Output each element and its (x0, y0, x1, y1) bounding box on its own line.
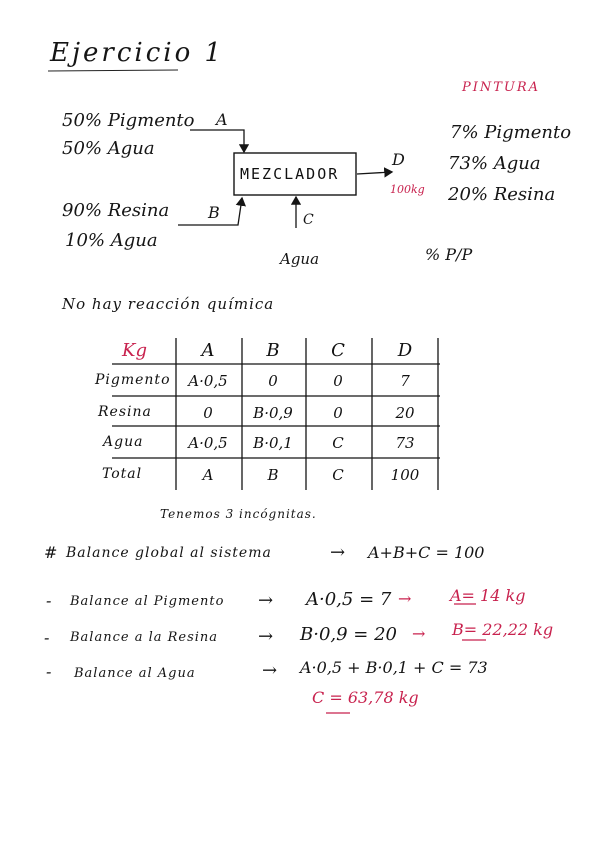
balance-label: Balance al Agua (74, 666, 196, 681)
stream-a-line1: 50% Pigmento (62, 110, 195, 131)
balance-arrow: → (330, 542, 346, 563)
product-line1: 7% Pigmento (450, 122, 572, 143)
table-cell: 0 (268, 372, 278, 390)
stream-d-label: D (392, 150, 405, 169)
table-header-c: C (331, 340, 345, 361)
unknowns-note: Tenemos 3 incógnitas. (160, 507, 317, 521)
table-cell: 20 (395, 404, 415, 422)
stream-d-arrow (357, 172, 392, 174)
balance-equation: A+B+C = 100 (368, 543, 485, 562)
product-title: PINTURA (462, 80, 541, 95)
stream-b-line1: 90% Resina (62, 200, 170, 221)
stream-b-label: B (208, 203, 220, 222)
balance-prefix: # (44, 543, 58, 562)
stream-a-label: A (216, 110, 228, 129)
table-cell: C (332, 434, 344, 452)
balance-prefix: - (46, 591, 52, 610)
table-cell: 0 (333, 372, 343, 390)
balance-arrow: → (258, 590, 274, 611)
stream-d-mass: 100kg (390, 183, 425, 196)
page-title: Ejercicio 1 (50, 38, 225, 68)
table-row-label-total: Total (102, 466, 143, 482)
balance-label: Balance global al sistema (66, 545, 272, 561)
balance-result: B= 22,22 kg (452, 620, 554, 639)
product-line2: 73% Agua (448, 153, 541, 174)
balance-label: Balance al Pigmento (70, 594, 225, 609)
table-cell: A·0,5 (188, 372, 228, 390)
table-cell: C (332, 466, 344, 484)
stream-c-name: Agua (280, 250, 320, 268)
balance-result-arrow: → (398, 589, 412, 608)
table-cell: 73 (395, 434, 415, 452)
balance-equation: A·0,5 + B·0,1 + C = 73 (300, 658, 488, 677)
unit-note: % P/P (425, 245, 473, 264)
table-cell: A·0,5 (188, 434, 228, 452)
final-result: C = 63,78 kg (312, 688, 419, 707)
table-cell: 100 (390, 466, 420, 484)
balance-arrow: → (262, 660, 278, 681)
table-cell: 0 (333, 404, 343, 422)
stream-a-arrow (190, 130, 244, 152)
table-cell: B (267, 466, 279, 484)
table-cell: 7 (400, 372, 410, 390)
balance-result-arrow: → (412, 624, 426, 643)
balance-equation: B·0,9 = 20 (300, 624, 398, 645)
mixer-label: MEZCLADOR (240, 165, 340, 183)
table-cell: A (202, 466, 214, 484)
table-row-label-agua: Agua (103, 434, 144, 450)
balance-label: Balance a la Resina (70, 630, 219, 645)
table-header-d: D (397, 340, 413, 361)
balance-equation: A·0,5 = 7 (306, 589, 392, 610)
balance-result: A= 14 kg (450, 586, 526, 605)
product-line3: 20% Resina (448, 184, 556, 205)
title-underline (48, 70, 178, 72)
table-header-unit: Kg (122, 340, 147, 361)
table-row-label-pigmento: Pigmento (95, 372, 171, 388)
stream-b-line2: 10% Agua (65, 230, 158, 251)
stream-c-label: C (303, 212, 314, 228)
balance-arrow: → (258, 626, 274, 647)
balance-prefix: - (46, 662, 52, 681)
table-cell: B·0,9 (253, 404, 293, 422)
table-cell: B·0,1 (253, 434, 293, 452)
no-reaction-note: No hay reacción química (62, 295, 275, 313)
table-header-b: B (266, 340, 280, 361)
table-cell: 0 (203, 404, 213, 422)
table-row-label-resina: Resina (98, 404, 152, 420)
stream-a-line2: 50% Agua (62, 138, 155, 159)
table-header-a: A (201, 340, 215, 361)
balance-prefix: - (44, 628, 50, 647)
